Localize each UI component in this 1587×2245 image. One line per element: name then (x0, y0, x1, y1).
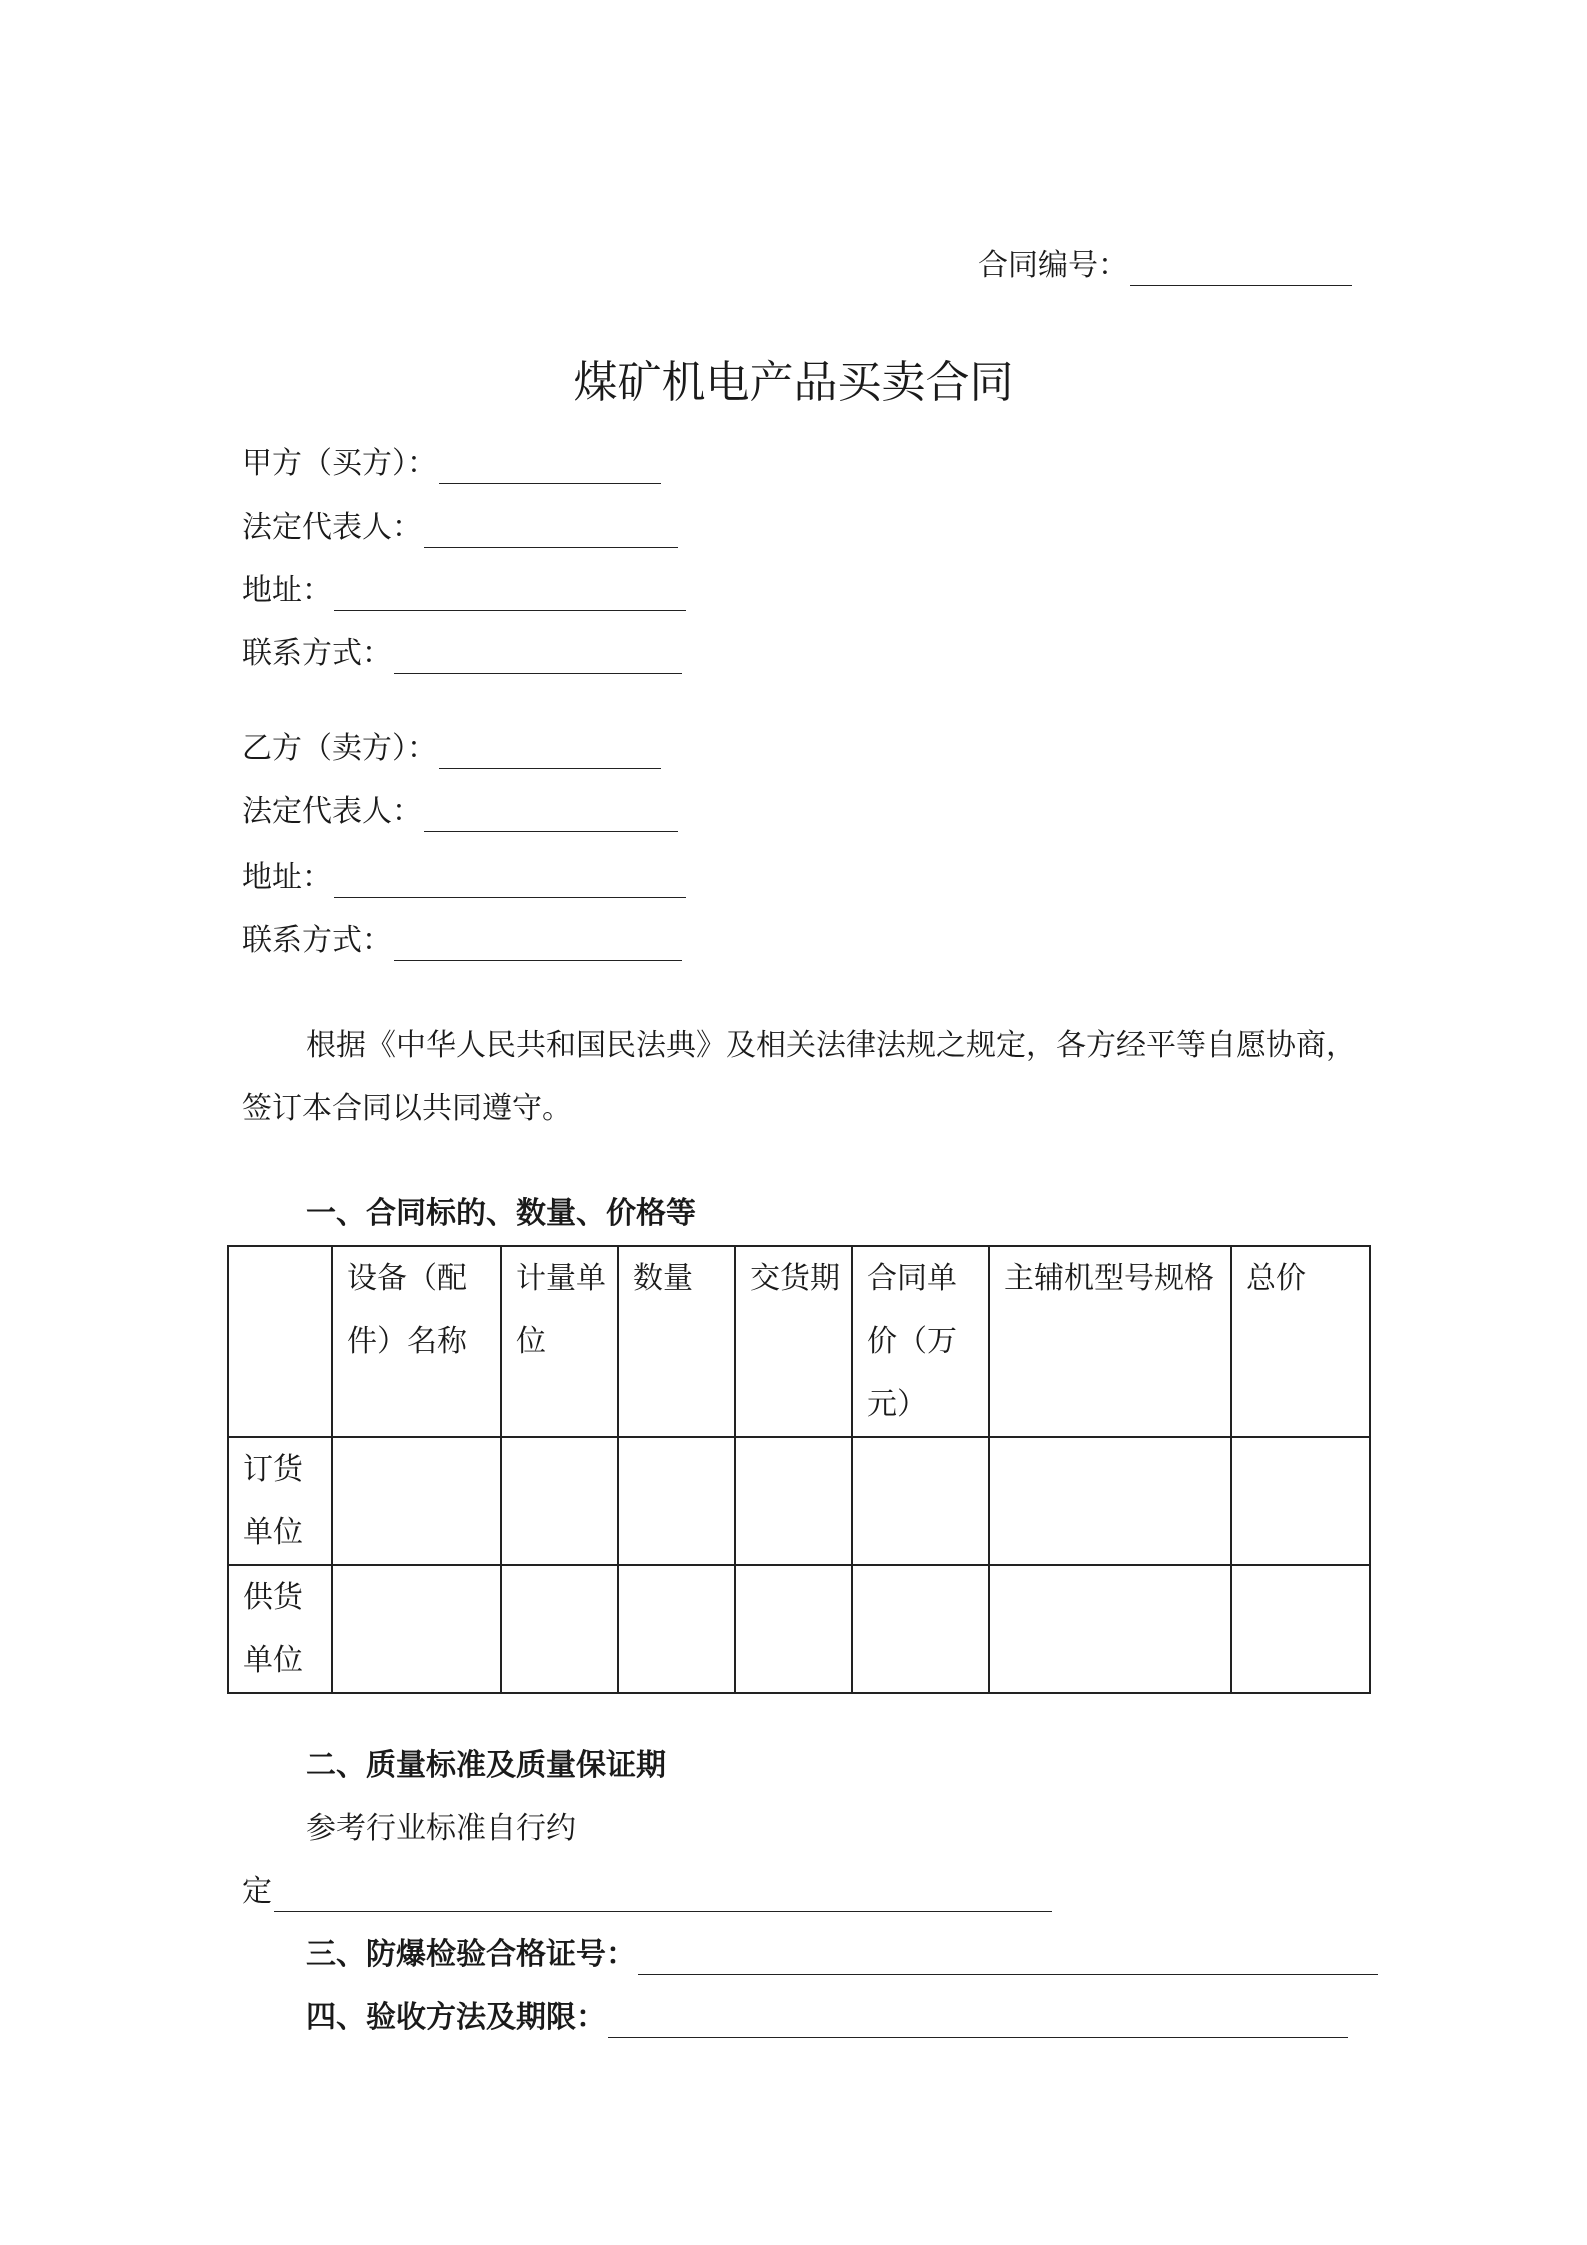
table-cell[interactable] (989, 1565, 1231, 1693)
party-b-contact-label: 联系方式： (242, 923, 392, 958)
table-row (228, 1565, 1370, 1693)
section-4-blank[interactable] (608, 2007, 1348, 2038)
party-b-seller-field (242, 729, 661, 769)
party-b-rep-blank[interactable] (424, 801, 678, 832)
party-a-rep-blank[interactable] (424, 517, 678, 548)
contract-number-field (978, 246, 1352, 286)
table-cell[interactable] (332, 1565, 501, 1693)
party-a-contact-field (242, 634, 682, 674)
party-a-contact-label: 联系方式： (242, 636, 392, 671)
party-b-address-blank[interactable] (334, 867, 686, 898)
section-2-line-2-field (242, 1872, 1052, 1912)
section-3-blank[interactable] (638, 1944, 1378, 1975)
table-header-row (228, 1246, 1370, 1437)
contract-number-label: 合同编号： (978, 248, 1128, 283)
party-b-rep-field (242, 792, 678, 832)
party-a-rep-label: 法定代表人： (242, 510, 422, 545)
section-2-heading: 二、质量标准及质量保证期 (306, 1748, 666, 1783)
table-cell[interactable] (1231, 1565, 1370, 1693)
party-b-rep-label: 法定代表人： (242, 794, 422, 829)
party-a-buyer-label: 甲方（买方）： (242, 446, 437, 481)
document-title: 煤矿机电产品买卖合同 (573, 357, 1014, 408)
contract-number-blank[interactable] (1130, 255, 1352, 286)
table-cell[interactable] (989, 1437, 1231, 1565)
section-3-field (306, 1935, 1378, 1975)
party-a-buyer-blank[interactable] (439, 453, 661, 484)
party-b-seller-label: 乙方（卖方）： (242, 731, 437, 766)
party-b-contact-blank[interactable] (394, 930, 682, 961)
table-cell[interactable] (332, 1437, 501, 1565)
specification-table (227, 1245, 1371, 1694)
table-cell[interactable] (618, 1565, 735, 1693)
party-a-rep-field (242, 508, 678, 548)
section-3-heading: 三、防爆检验合格证号： (306, 1937, 636, 1972)
column-header-empty (228, 1246, 332, 1437)
column-header-delivery-period: 交货期 (735, 1246, 852, 1437)
table-cell[interactable] (618, 1437, 735, 1565)
preamble-paragraph: 根据《中华人民共和国民法典》及相关法律法规之规定，各方经平等自愿协商，签订本合同以共同遵守。 (242, 1028, 1356, 1126)
section-1-heading: 一、合同标的、数量、价格等 (306, 1196, 696, 1231)
table-row (228, 1437, 1370, 1565)
column-header-total-price: 总价 (1231, 1246, 1370, 1437)
section-2-line-1: 参考行业标准自行约 (306, 1811, 576, 1846)
table-cell[interactable] (852, 1437, 989, 1565)
column-header-model-spec: 主辅机型号规格 (989, 1246, 1231, 1437)
section-4-field (306, 1998, 1348, 2038)
party-b-seller-blank[interactable] (439, 738, 661, 769)
table-cell[interactable] (852, 1565, 989, 1693)
row-label-supplying-unit: 供货单位 (228, 1565, 332, 1693)
table-cell[interactable] (735, 1437, 852, 1565)
table-cell[interactable] (501, 1565, 618, 1693)
party-a-buyer-field (242, 444, 661, 484)
column-header-unit: 计量单位 (501, 1246, 618, 1437)
party-a-address-field (242, 571, 686, 611)
column-header-equipment-name: 设备（配件）名称 (332, 1246, 501, 1437)
party-a-address-blank[interactable] (334, 580, 686, 611)
section-2-blank[interactable] (274, 1881, 1052, 1912)
party-b-address-field (242, 858, 686, 898)
table-cell[interactable] (1231, 1437, 1370, 1565)
party-a-address-label: 地址： (242, 573, 332, 608)
column-header-unit-price: 合同单价（万元） (852, 1246, 989, 1437)
party-b-contact-field (242, 921, 682, 961)
table-cell[interactable] (501, 1437, 618, 1565)
section-4-heading: 四、验收方法及期限： (306, 2000, 606, 2035)
table-cell[interactable] (735, 1565, 852, 1693)
party-a-contact-blank[interactable] (394, 643, 682, 674)
party-b-address-label: 地址： (242, 860, 332, 895)
column-header-quantity: 数量 (618, 1246, 735, 1437)
section-2-line-2: 定 (242, 1874, 272, 1909)
row-label-ordering-unit: 订货单位 (228, 1437, 332, 1565)
